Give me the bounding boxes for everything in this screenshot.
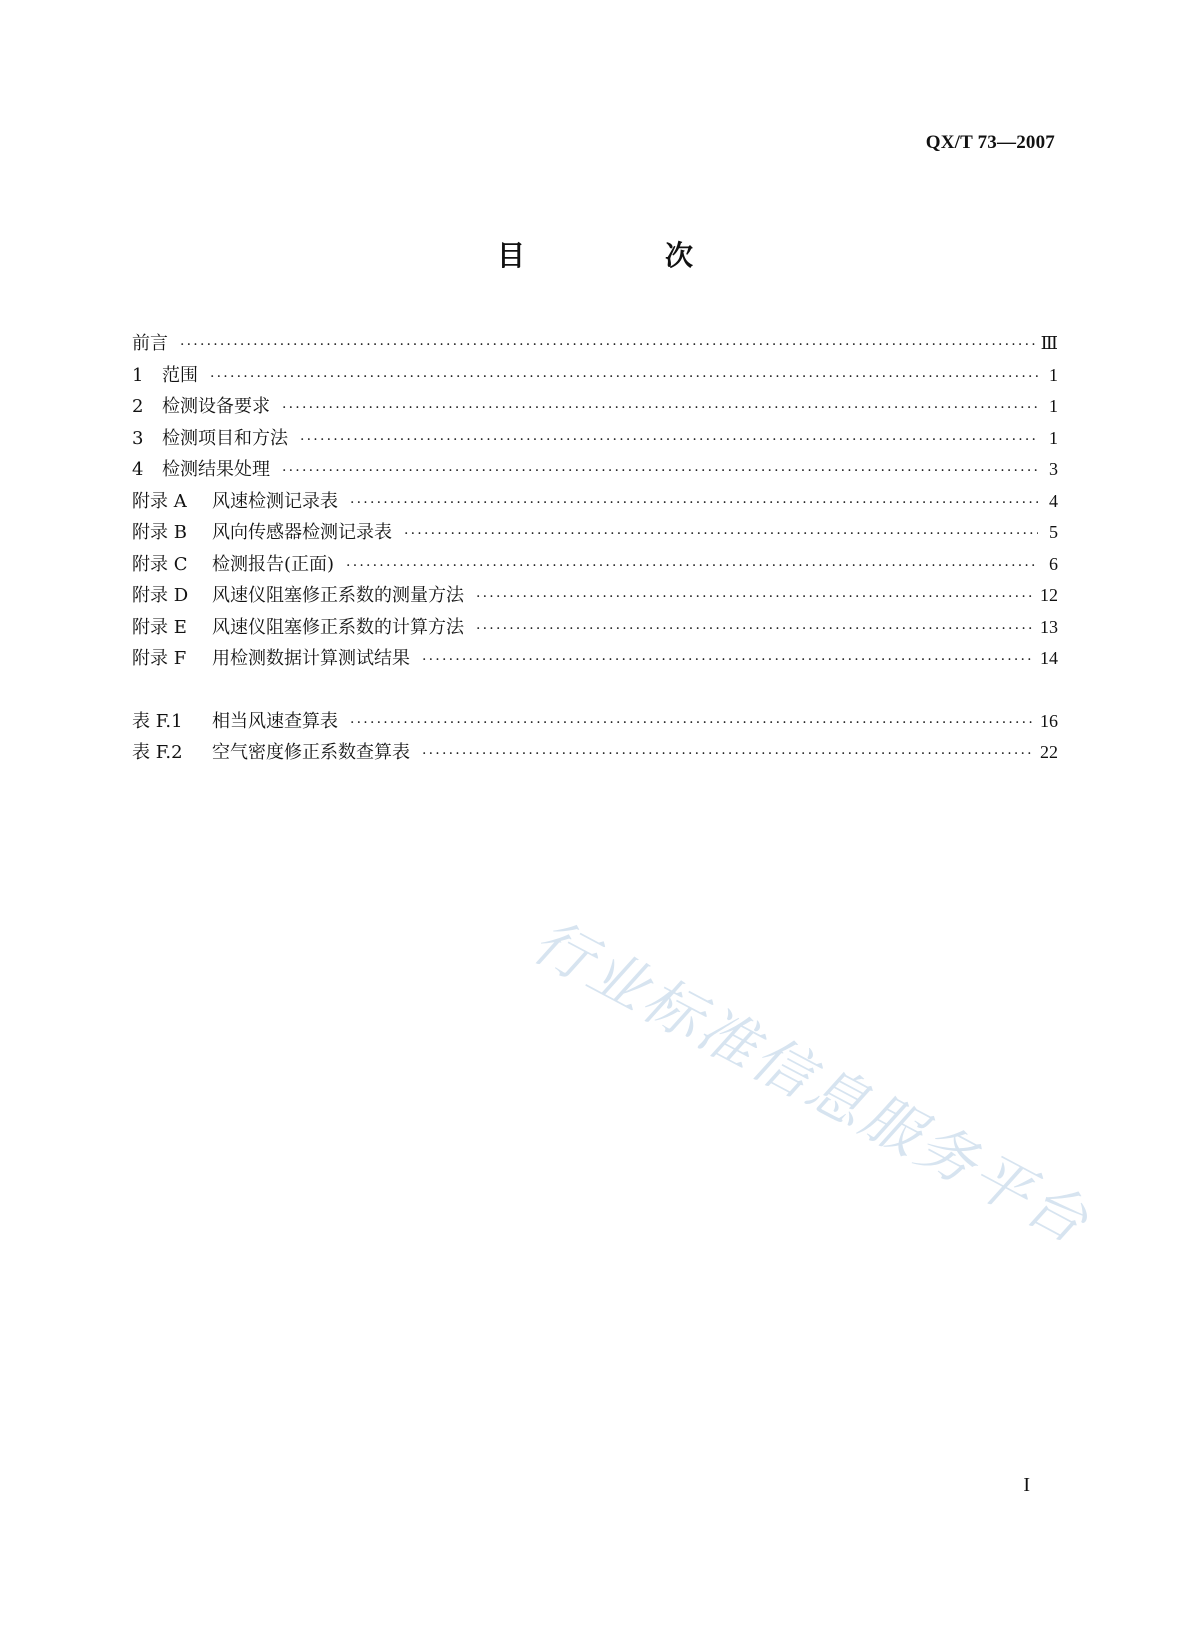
toc-entry-number: 4 (132, 459, 144, 480)
toc-entry-page: 12 (1040, 585, 1058, 605)
toc-entry-label (132, 360, 198, 392)
toc-leader-dots (350, 708, 1034, 740)
toc-entry-number: 1 (132, 364, 144, 386)
toc-entry-page: 22 (1040, 742, 1058, 762)
page-title: 目 次 (496, 239, 749, 272)
toc-entry-number: 2 (132, 396, 144, 417)
toc-entry-number: 附录 D (132, 585, 189, 606)
toc-entry-label (132, 706, 338, 738)
toc-leader-dots (180, 330, 1035, 362)
toc-entry-page: 1 (1049, 364, 1058, 385)
toc-entry-label (132, 580, 464, 612)
toc-entry-title: 检测设备要求 (162, 396, 270, 417)
table-of-contents (132, 328, 1058, 769)
toc-entry-appendix-f[interactable] (132, 643, 1058, 675)
toc-entry-foreword[interactable] (132, 328, 1058, 360)
toc-leader-dots (300, 425, 1038, 457)
toc-entry-table-f1[interactable] (132, 706, 1058, 738)
toc-entry-3[interactable] (132, 423, 1058, 455)
toc-entry-1[interactable] (132, 360, 1058, 392)
toc-entry-number: 3 (132, 427, 144, 449)
toc-leader-dots (476, 614, 1034, 646)
toc-leader-dots (404, 519, 1038, 551)
toc-entry-title: 检测报告(正面) (212, 553, 335, 575)
standard-code: QX/T 73—2007 (925, 132, 1055, 153)
toc-leader-dots (210, 362, 1038, 394)
toc-entry-label (132, 737, 410, 769)
toc-entry-title: 检测项目和方法 (162, 427, 288, 449)
toc-entry-label (132, 391, 270, 423)
toc-entry-appendix-b[interactable] (132, 517, 1058, 549)
toc-entry-label (132, 486, 338, 518)
toc-entry-title: 风向传感器检测记录表 (212, 522, 392, 543)
toc-entry-label: 前言 (132, 333, 168, 354)
toc-entry-table-f2[interactable] (132, 737, 1058, 769)
toc-entry-appendix-e[interactable] (132, 612, 1058, 644)
toc-entry-page: 13 (1040, 616, 1058, 637)
toc-entry-appendix-a[interactable] (132, 486, 1058, 518)
toc-entry-number: 表 F.2 (132, 742, 183, 763)
toc-entry-appendix-c[interactable] (132, 549, 1058, 581)
toc-entry-title: 范围 (162, 364, 198, 386)
toc-entry-title: 风速仪阻塞修正系数的计算方法 (212, 616, 464, 638)
toc-entry-number: 附录 A (132, 490, 187, 512)
toc-entry-title: 空气密度修正系数查算表 (212, 742, 410, 763)
toc-entry-title: 风速仪阻塞修正系数的测量方法 (212, 585, 464, 606)
toc-entry-number: 附录 C (132, 553, 188, 575)
toc-entry-label (132, 423, 288, 455)
toc-leader-dots (282, 456, 1038, 488)
toc-entry-page: 1 (1049, 427, 1058, 448)
watermark: 行业标准信息服务平台 (521, 906, 1102, 1258)
toc-entry-page: 16 (1040, 710, 1058, 731)
toc-entry-number: 附录 E (132, 616, 187, 638)
toc-entry-title: 用检测数据计算测试结果 (212, 648, 410, 669)
toc-entry-page: 3 (1049, 459, 1058, 479)
toc-entry-label (132, 643, 410, 675)
toc-section-gap (132, 675, 1058, 706)
toc-entry-label (132, 549, 334, 581)
toc-entry-title: 检测结果处理 (162, 459, 270, 480)
toc-entry-number: 表 F.1 (132, 710, 183, 732)
toc-entry-appendix-d[interactable] (132, 580, 1058, 612)
toc-leader-dots (476, 582, 1034, 614)
toc-leader-dots (350, 488, 1038, 520)
toc-entry-title: 相当风速查算表 (212, 710, 338, 732)
toc-entry-page: 5 (1049, 522, 1058, 542)
toc-entry-page: 1 (1049, 396, 1058, 416)
toc-leader-dots (282, 393, 1038, 425)
toc-entry-number: 附录 B (132, 522, 187, 543)
toc-entry-page: 4 (1049, 490, 1058, 511)
toc-entry-label (132, 517, 392, 549)
toc-entry-page: 14 (1040, 648, 1058, 668)
toc-entry-page: Ⅲ (1040, 333, 1058, 353)
toc-leader-dots (422, 645, 1034, 677)
toc-entry-2[interactable] (132, 391, 1058, 423)
page-number: I (1023, 1474, 1030, 1496)
toc-leader-dots (422, 739, 1034, 771)
toc-entry-label (132, 612, 464, 644)
toc-entry-label (132, 454, 270, 486)
toc-entry-page: 6 (1049, 553, 1058, 574)
toc-leader-dots (346, 551, 1038, 583)
toc-entry-4[interactable] (132, 454, 1058, 486)
toc-entry-title: 风速检测记录表 (212, 490, 338, 512)
toc-entry-number: 附录 F (132, 648, 187, 669)
